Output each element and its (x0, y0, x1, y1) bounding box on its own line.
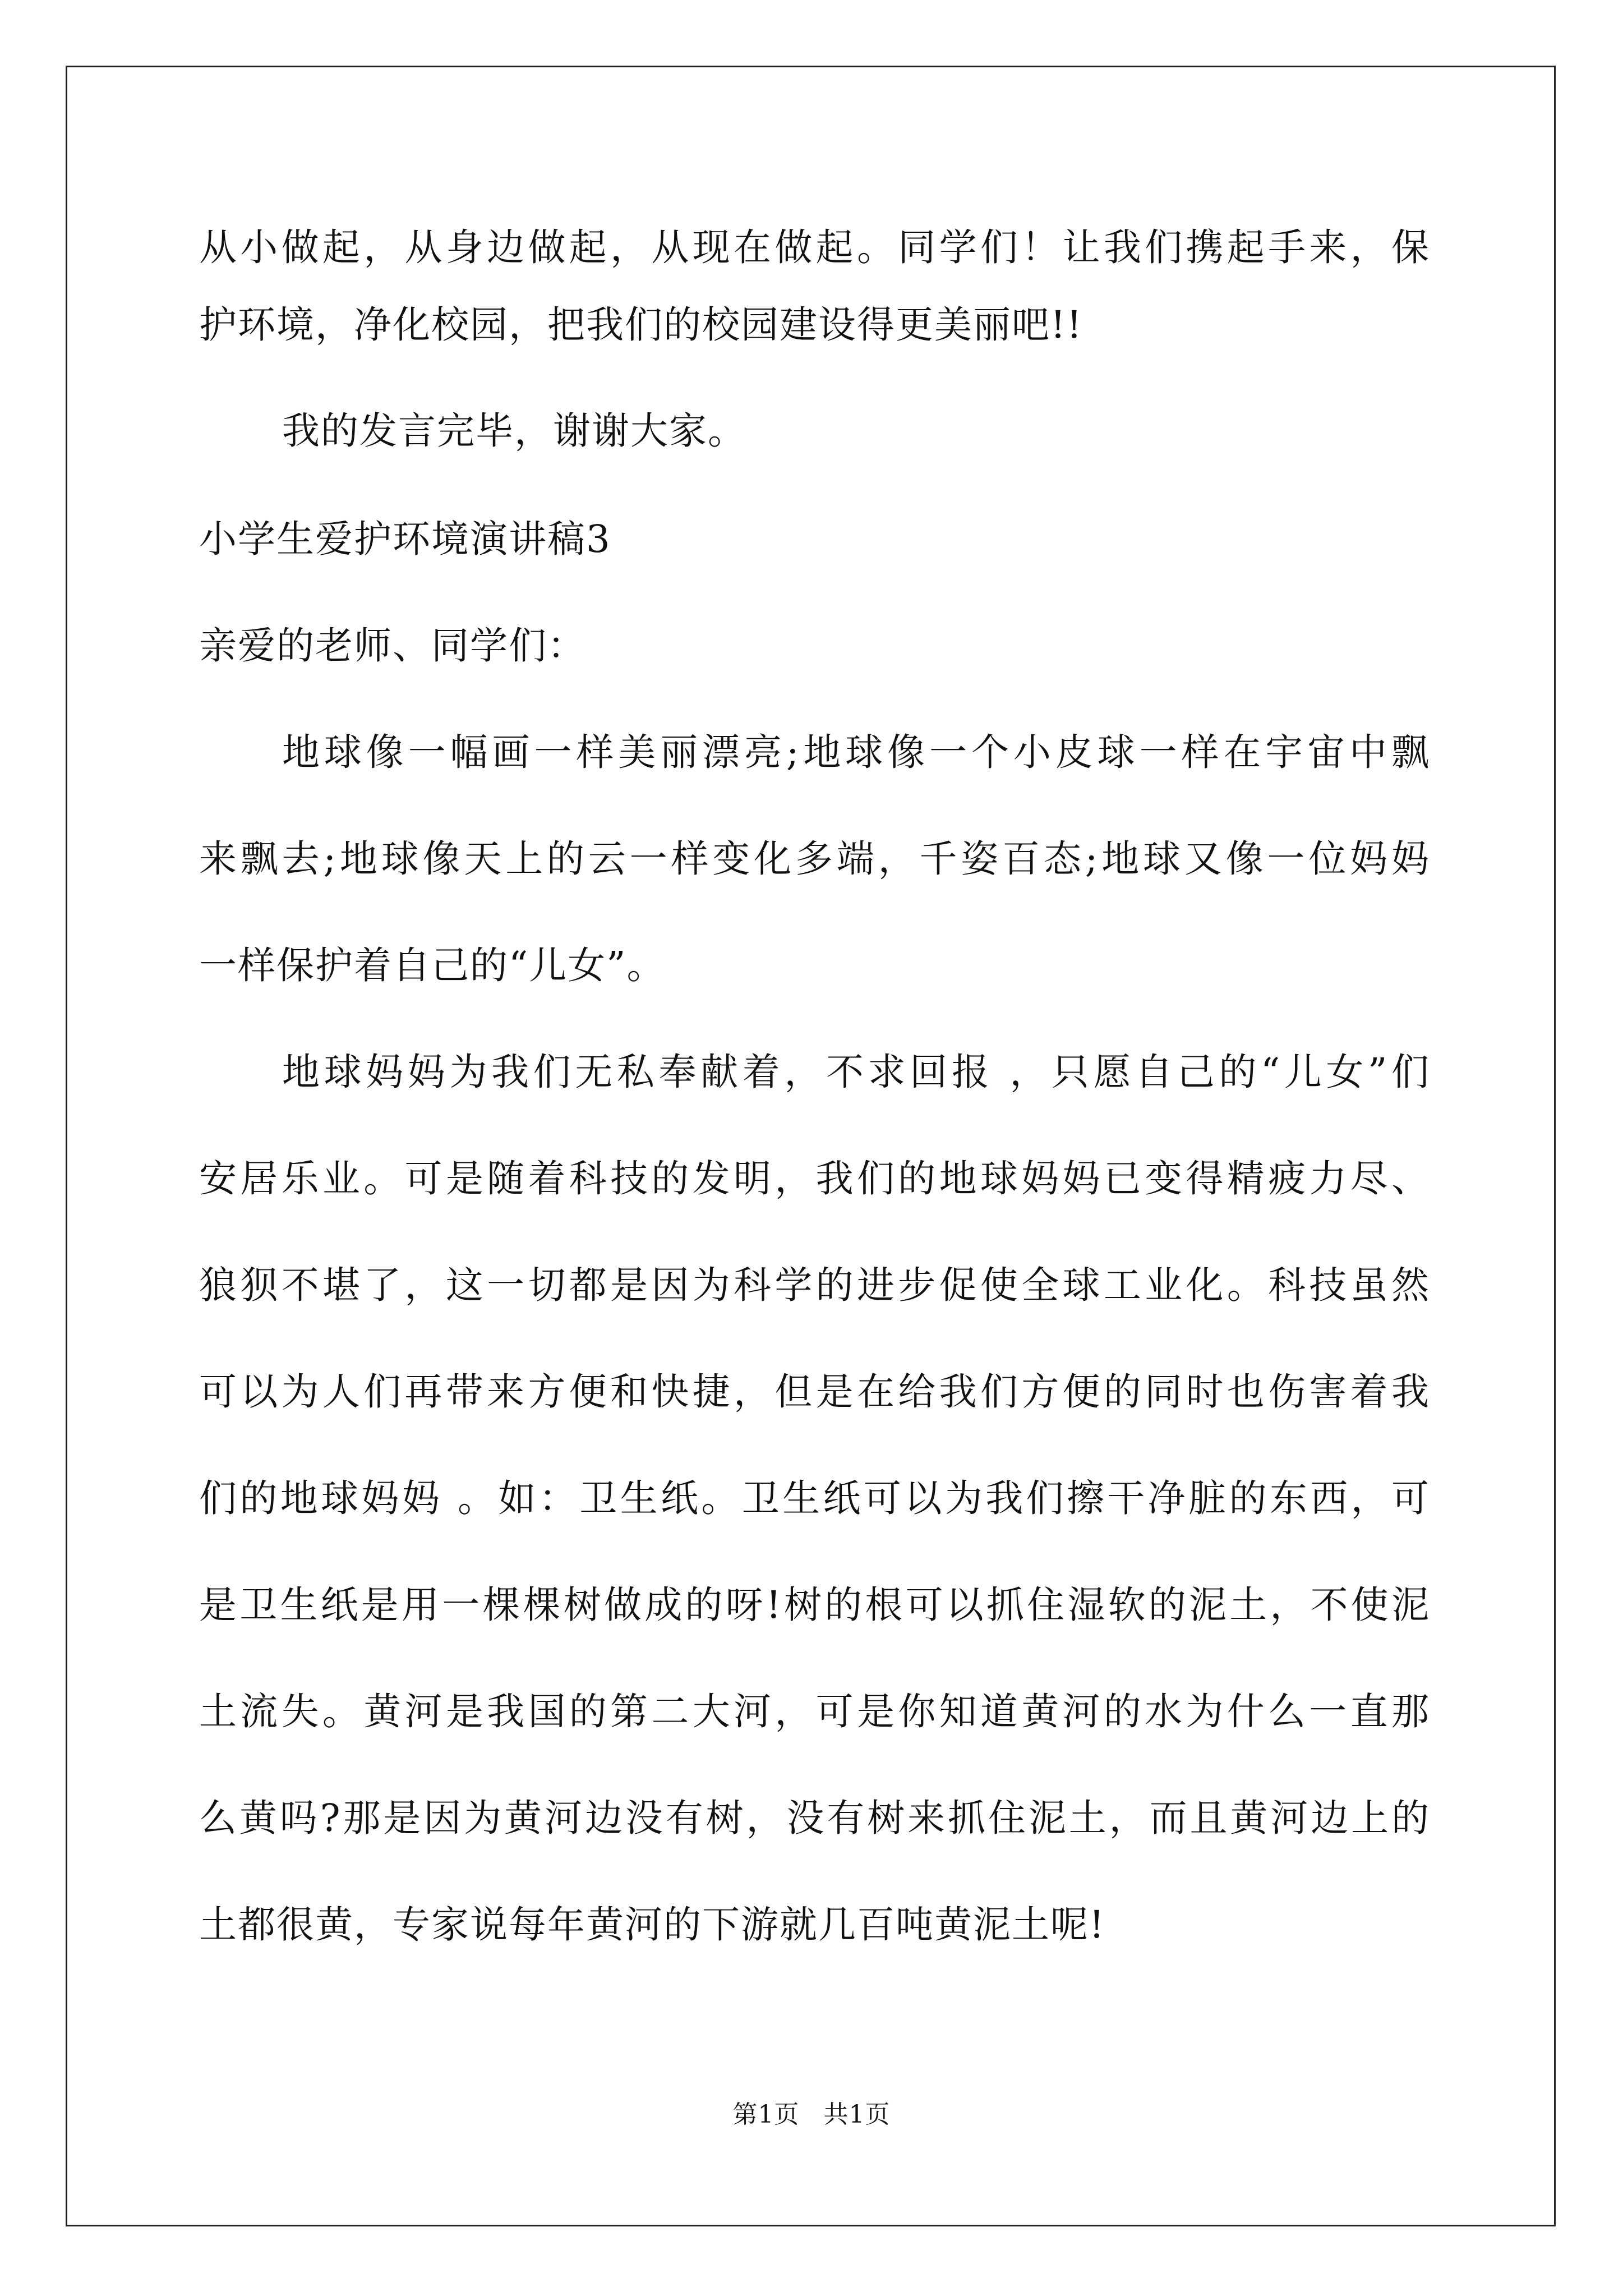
text-line: 们的地球妈妈 。如：卫生纸。卫生纸可以为我们擦干净脏的东西，可 (199, 1476, 1430, 1520)
text-line: 从小做起，从身边做起，从现在做起。同学们！让我们携起手来，保 (199, 226, 1430, 269)
section-heading: 小学生爱护环境演讲稿3 (199, 517, 611, 561)
page-footer (0, 2098, 1623, 2132)
text-line: 地球像一幅画一样美丽漂亮;地球像一个小皮球一样在宇宙中飘 (282, 730, 1430, 774)
text-line: 护环境，净化校园，把我们的校园建设得更美丽吧!! (199, 303, 1083, 347)
salutation: 亲爱的老师、同学们： (199, 624, 586, 668)
text-line: 地球妈妈为我们无私奉献着，不求回报 ，只愿自己的“儿女”们 (282, 1050, 1430, 1094)
text-line: 安居乐业。可是随着科技的发明，我们的地球妈妈已变得精疲力尽、 (199, 1157, 1430, 1200)
page-total: 共1页 (823, 2100, 891, 2129)
text-line: 可以为人们再带来方便和快捷，但是在给我们方便的同时也伤害着我 (199, 1370, 1430, 1414)
text-line: 是卫生纸是用一棵棵树做成的呀!树的根可以抓住湿软的泥土，不使泥 (199, 1583, 1430, 1627)
page-number: 第1页 (732, 2100, 800, 2129)
text-line: 来飘去;地球像天上的云一样变化多端，千姿百态;地球又像一位妈妈 (199, 837, 1430, 881)
text-line: 土都很黄，专家说每年黄河的下游就几百吨黄泥土呢! (199, 1903, 1105, 1947)
text-line: 土流失。黄河是我国的第二大河，可是你知道黄河的水为什么一直那 (199, 1690, 1430, 1733)
text-line: 一样保护着自己的“儿女”。 (199, 944, 666, 987)
text-line: 狼狈不堪了，这一切都是因为科学的进步促使全球工业化。科技虽然 (199, 1263, 1430, 1307)
text-line: 我的发言完毕，谢谢大家。 (282, 409, 746, 453)
text-line: 么黄吗?那是因为黄河边没有树，没有树来抓住泥土，而且黄河边上的 (199, 1796, 1430, 1840)
